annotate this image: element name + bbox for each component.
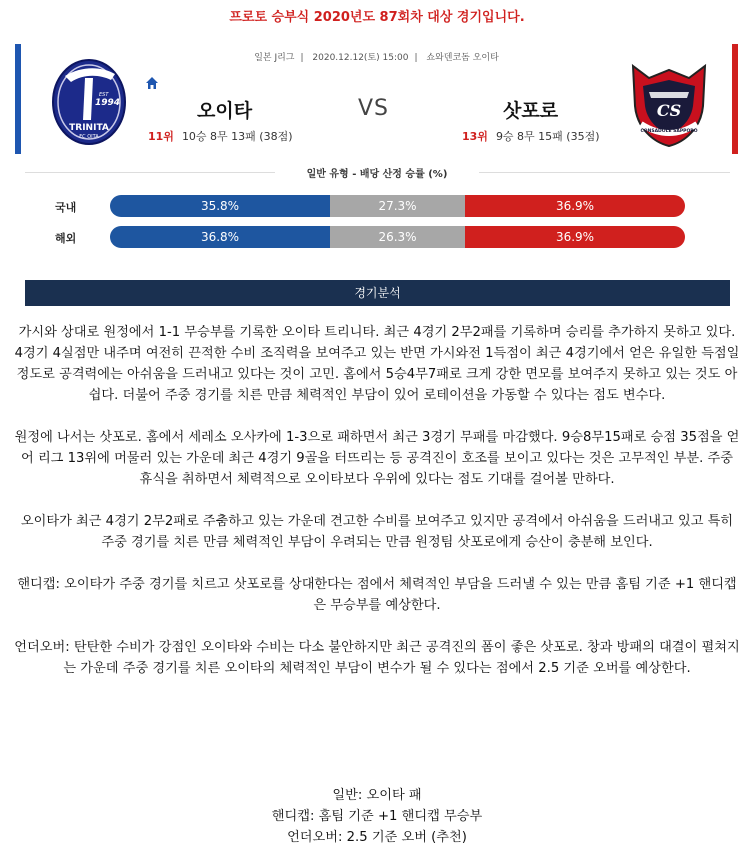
home-team-stats: 10승 8무 13패 (38점) <box>181 130 293 143</box>
away-team-record <box>462 128 600 144</box>
odds-away-win: 36.9% <box>465 195 685 217</box>
analysis-article <box>14 322 740 700</box>
away-logo-name: CONSADOLE SAPPORO <box>640 129 698 134</box>
page-title: 프로토 승부식 2020년도 87회차 대상 경기입니다. <box>229 10 525 25</box>
odds-divider-left <box>25 172 275 173</box>
summary-line: 언더오버: 2.5 기준 오버 (추천) <box>287 830 467 845</box>
home-icon <box>145 76 159 90</box>
odds-row-label: 해외 <box>55 232 77 245</box>
match-header <box>15 44 738 154</box>
article-paragraph: 언더오버: 탄탄한 수비가 강점인 오이타와 수비는 다소 불안하지만 최근 공격진의 폼이 좋은 삿포로. 창과 방패의 대결이 펼쳐지는 가운데 주중 경기를 치른 오이타의 체력적인 부담이 변수가 될 수 있다는 점에서 2.5 기준 오버를 예상한다. <box>14 640 740 676</box>
article-paragraph: 원정에 나서는 삿포로. 홈에서 세레소 오사카에 1-3으로 패하면서 최근 3경기 무패를 마감했다. 9승8무15패로 승점 35점을 얻어 리그 13위에 머물러 있는 가운데 최근 4경기 9골을 터뜨리는 등 공격진이 호조를 보이고 있다는 것은 고무적인 부분. 주중 휴식을 취하면서 체력적으로 오이타보다 우위에 있다는 점도 기대를 걸어볼 만하다. <box>14 430 740 487</box>
odds-row-overseas <box>25 226 730 248</box>
home-logo-name: TRINITA <box>69 123 109 133</box>
home-team-record <box>148 128 293 144</box>
away-team-name: 삿포로 <box>503 100 559 122</box>
match-meta: 일본 J리그 | 2020.12.12(토) 15:00 | 쇼와덴코돔 오이타 <box>254 53 499 63</box>
article-paragraph: 핸디캡: 오이타가 주중 경기를 치르고 삿포로를 상대한다는 점에서 체력적인 부담을 드러낼 수 있는 만큼 홈팀 기준 +1 핸디캡은 무승부를 예상한다. <box>17 577 737 613</box>
home-logo-est: EST <box>99 92 109 98</box>
odds-divider-right <box>479 172 730 173</box>
article-paragraph: 가시와 상대로 원정에서 1-1 무승부를 기록한 오이타 트리니타. 최근 4경기 2무2패를 기록하며 승리를 추가하지 못하고 있다. 4경기 4실점만 내주며 여전히 끈적한 수비 조직력을 보여주고 있는 반면 가시와전 1득점이 최근 4경기에서 얻은 유일한 득점일 정도로 공격력에는 아쉬움을 드러내고 있다는 것이 고민. 홈에서 5승4무7패로 크게 강한 면모를 보여주지 못하고 있는 것도 아쉽다. 더불어 주중 경기를 치른 만큼 체력적인 부담이 있어 로테이션을 가동할 수 있다는 점도 변수다. <box>14 325 740 403</box>
odds-home-win: 35.8% <box>110 195 330 217</box>
odds-away-win: 36.9% <box>465 226 685 248</box>
vs-label: VS <box>358 96 390 121</box>
article-paragraph: 오이타가 최근 4경기 2무2패로 주춤하고 있는 가운데 견고한 수비를 보여주고 있지만 공격에서 아쉬움을 드러내고 있고 특히 주중 경기를 치른 만큼 체력적인 부담이 우려되는 만큼 원정팀 삿포로에게 승산이 충분해 보인다. <box>20 514 734 550</box>
away-team-logo <box>627 56 711 148</box>
odds-draw: 26.3% <box>330 226 465 248</box>
odds-row-label: 국내 <box>55 201 77 214</box>
odds-title: 일반 유형 - 배당 산정 승률 (%) <box>306 169 448 180</box>
summary-line: 핸디캡: 홈팀 기준 +1 핸디캡 무승부 <box>271 809 483 824</box>
prediction-summary <box>0 785 754 848</box>
league-label: 일본 J리그 <box>254 53 295 63</box>
home-team-rank: 11위 <box>148 130 174 143</box>
home-logo-sub: FC OITA <box>79 134 99 140</box>
odds-draw: 27.3% <box>330 195 465 217</box>
odds-row-domestic <box>25 195 730 217</box>
analysis-section-header: 경기분석 <box>25 280 730 306</box>
home-team-logo <box>51 58 127 146</box>
summary-line: 일반: 오이타 패 <box>332 788 422 803</box>
away-team-stats: 9승 8무 15패 (35점) <box>495 130 600 143</box>
home-team-name: 오이타 <box>197 100 253 122</box>
match-datetime: 2020.12.12(토) 15:00 <box>312 53 409 63</box>
away-team-rank: 13위 <box>462 130 488 143</box>
match-venue: 쇼와덴코돔 오이타 <box>426 53 499 63</box>
away-logo-initials: CS <box>656 101 682 120</box>
home-logo-year: 1994 <box>95 98 121 108</box>
odds-home-win: 36.8% <box>110 226 330 248</box>
